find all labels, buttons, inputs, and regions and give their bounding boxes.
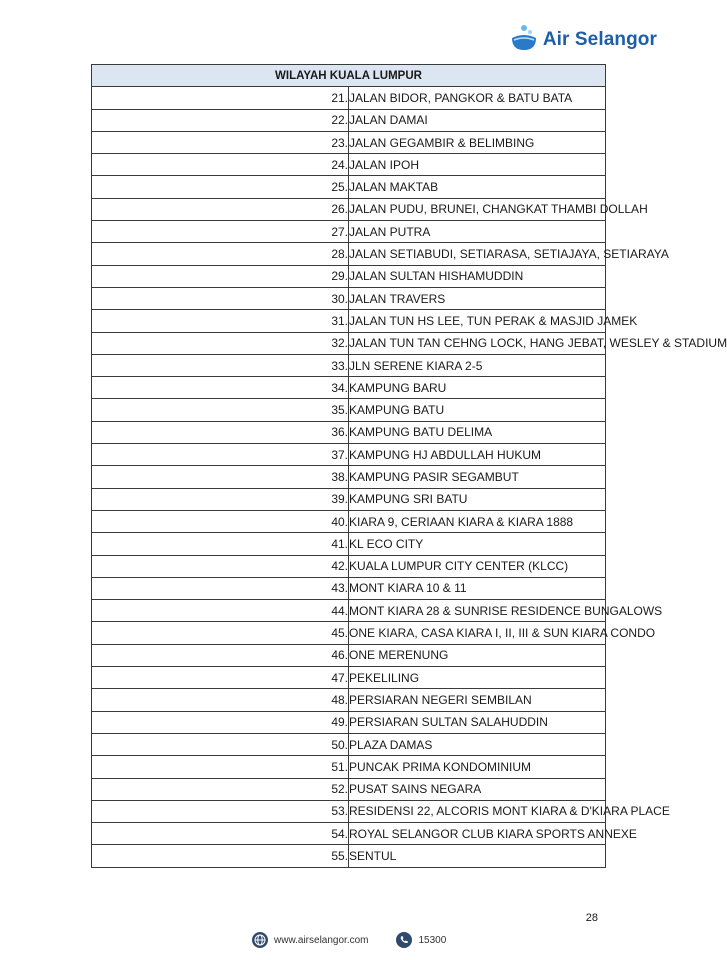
website-link[interactable]: www.airselangor.com — [274, 934, 369, 946]
area-name: KIARA 9, CERIAAN KIARA & KIARA 1888 — [349, 510, 606, 532]
area-table — [91, 64, 727, 868]
table-row — [92, 265, 606, 287]
table-row — [92, 689, 606, 711]
area-name: PERSIARAN NEGERI SEMBILAN — [349, 689, 606, 711]
table-row — [92, 354, 606, 376]
row-number: 26. — [92, 198, 349, 220]
area-name: MONT KIARA 10 & 11 — [349, 577, 606, 599]
row-number: 48. — [92, 689, 349, 711]
row-number: 41. — [92, 533, 349, 555]
row-number: 25. — [92, 176, 349, 198]
row-number: 35. — [92, 399, 349, 421]
table-row — [92, 510, 606, 532]
table-row — [92, 845, 606, 867]
area-name: ONE MERENUNG — [349, 644, 606, 666]
table-row — [92, 577, 606, 599]
area-name: KAMPUNG BARU — [349, 377, 606, 399]
area-name: MONT KIARA 28 & SUNRISE RESIDENCE BUNGALOWS — [349, 600, 606, 622]
globe-icon — [252, 932, 268, 948]
area-name: JALAN IPOH — [349, 154, 606, 176]
area-name: PERSIARAN SULTAN SALAHUDDIN — [349, 711, 606, 733]
table-row — [92, 154, 606, 176]
table-row — [92, 399, 606, 421]
area-name: SENTUL — [349, 845, 606, 867]
row-number: 45. — [92, 622, 349, 644]
row-number: 21. — [92, 87, 349, 109]
area-name: JLN SERENE KIARA 2-5 — [349, 354, 606, 376]
row-number: 36. — [92, 421, 349, 443]
table-row — [92, 823, 606, 845]
area-name: JALAN TUN HS LEE, TUN PERAK & MASJID JAMEK — [349, 310, 606, 332]
table-row — [92, 176, 606, 198]
row-number: 50. — [92, 733, 349, 755]
area-name: KAMPUNG BATU DELIMA — [349, 421, 606, 443]
area-name: PEKELILING — [349, 667, 606, 689]
table-row — [92, 488, 606, 510]
page-number: 28 — [585, 912, 598, 924]
table-row — [92, 332, 606, 354]
table-header: WILAYAH KUALA LUMPUR — [92, 65, 606, 87]
row-number: 24. — [92, 154, 349, 176]
area-name: ONE KIARA, CASA KIARA I, II, III & SUN KIARA CONDO — [349, 622, 606, 644]
table-row — [92, 421, 606, 443]
table-row — [92, 533, 606, 555]
area-name: PUNCAK PRIMA KONDOMINIUM — [349, 756, 606, 778]
row-number: 54. — [92, 823, 349, 845]
row-number: 23. — [92, 131, 349, 153]
row-number: 51. — [92, 756, 349, 778]
area-name: KAMPUNG SRI BATU — [349, 488, 606, 510]
row-number: 38. — [92, 466, 349, 488]
table-row — [92, 711, 606, 733]
row-number: 43. — [92, 577, 349, 599]
table-row — [92, 800, 606, 822]
table-row — [92, 109, 606, 131]
row-number: 37. — [92, 444, 349, 466]
brand-name: Air Selangor — [542, 28, 657, 50]
phone-icon — [396, 932, 412, 948]
area-name: KAMPUNG HJ ABDULLAH HUKUM — [349, 444, 606, 466]
table-row — [92, 733, 606, 755]
brand-logo — [509, 22, 657, 57]
area-name: JALAN MAKTAB — [349, 176, 606, 198]
row-number: 39. — [92, 488, 349, 510]
footer — [252, 932, 446, 948]
table-row — [92, 466, 606, 488]
area-name: JALAN PUDU, BRUNEI, CHANGKAT THAMBI DOLLAH — [349, 198, 606, 220]
phone-number: 15300 — [418, 934, 447, 946]
table-row — [92, 644, 606, 666]
row-number: 44. — [92, 600, 349, 622]
water-drop-icon — [509, 22, 539, 57]
row-number: 34. — [92, 377, 349, 399]
row-number: 40. — [92, 510, 349, 532]
area-name: JALAN PUTRA — [349, 221, 606, 243]
table-row — [92, 600, 606, 622]
row-number: 28. — [92, 243, 349, 265]
table-row — [92, 87, 606, 109]
area-name: KAMPUNG BATU — [349, 399, 606, 421]
row-number: 55. — [92, 845, 349, 867]
table-row — [92, 444, 606, 466]
table-row — [92, 243, 606, 265]
table-row — [92, 667, 606, 689]
row-number: 30. — [92, 287, 349, 309]
table-row — [92, 198, 606, 220]
area-name: KL ECO CITY — [349, 533, 606, 555]
area-name: RESIDENSI 22, ALCORIS MONT KIARA & D'KIARA PLACE — [349, 800, 606, 822]
area-name: ROYAL SELANGOR CLUB KIARA SPORTS ANNEXE — [349, 823, 606, 845]
row-number: 22. — [92, 109, 349, 131]
area-name: JALAN TUN TAN CEHNG LOCK, HANG JEBAT, WESLEY & STADIUM — [349, 332, 606, 354]
row-number: 49. — [92, 711, 349, 733]
row-number: 33. — [92, 354, 349, 376]
row-number: 27. — [92, 221, 349, 243]
table-row — [92, 778, 606, 800]
area-name: KUALA LUMPUR CITY CENTER (KLCC) — [349, 555, 606, 577]
area-name: KAMPUNG PASIR SEGAMBUT — [349, 466, 606, 488]
table-row — [92, 131, 606, 153]
area-name: JALAN DAMAI — [349, 109, 606, 131]
area-name: JALAN TRAVERS — [349, 287, 606, 309]
area-name: JALAN GEGAMBIR & BELIMBING — [349, 131, 606, 153]
table-row — [92, 622, 606, 644]
table-row — [92, 310, 606, 332]
row-number: 53. — [92, 800, 349, 822]
table-row — [92, 756, 606, 778]
row-number: 47. — [92, 667, 349, 689]
table-row — [92, 555, 606, 577]
row-number: 29. — [92, 265, 349, 287]
table-row — [92, 221, 606, 243]
row-number: 46. — [92, 644, 349, 666]
area-name: PLAZA DAMAS — [349, 733, 606, 755]
row-number: 42. — [92, 555, 349, 577]
area-name: JALAN SETIABUDI, SETIARASA, SETIAJAYA, SETIARAYA — [349, 243, 606, 265]
row-number: 31. — [92, 310, 349, 332]
row-number: 32. — [92, 332, 349, 354]
area-name: PUSAT SAINS NEGARA — [349, 778, 606, 800]
table-row — [92, 287, 606, 309]
table-row — [92, 377, 606, 399]
row-number: 52. — [92, 778, 349, 800]
area-name: JALAN BIDOR, PANGKOR & BATU BATA — [349, 87, 606, 109]
area-name: JALAN SULTAN HISHAMUDDIN — [349, 265, 606, 287]
